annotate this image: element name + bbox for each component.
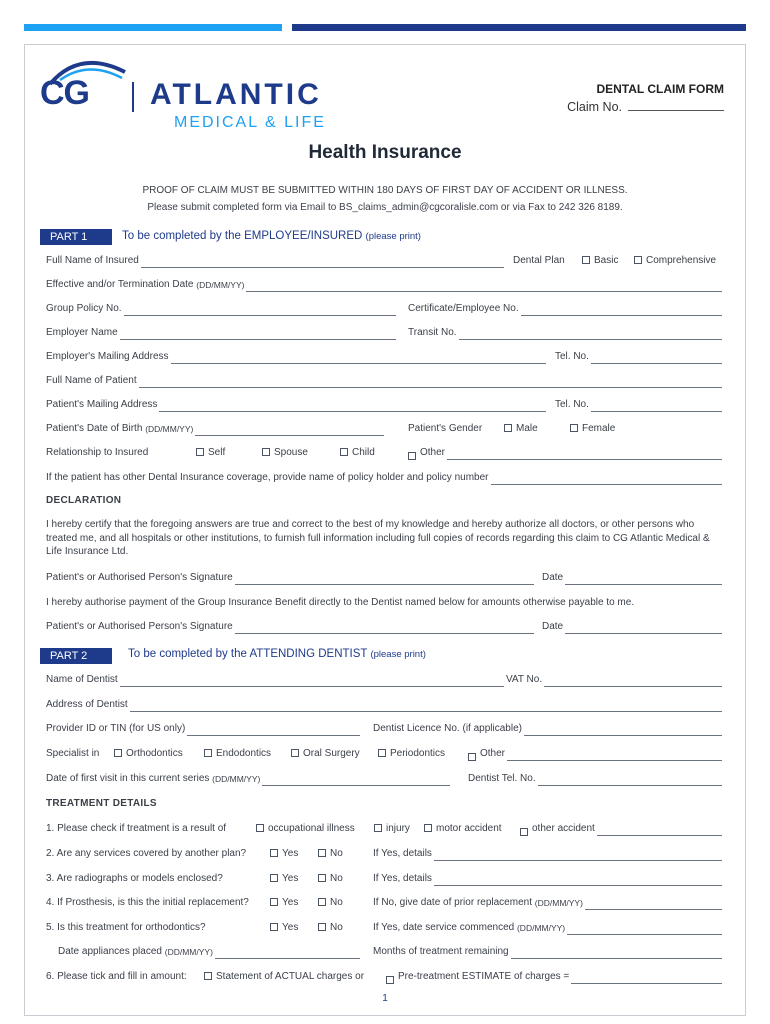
submission-instructions: Please submit completed form via Email to BS_claims_admin@cgcoralisle.com or via Fax to 242 326 8189.	[147, 202, 623, 213]
spec-other-label: Other	[480, 748, 506, 759]
part2-note: (please print)	[370, 649, 426, 660]
employer-address-field[interactable]	[46, 350, 546, 364]
logo-monogram: CG	[40, 74, 89, 112]
q3-details-label: If Yes, details	[373, 873, 432, 884]
relationship-row	[46, 446, 722, 462]
gender-male-label: Male	[516, 423, 538, 434]
gender-male-checkbox[interactable]	[504, 424, 512, 432]
patient-dob-format: (DD/MM/YY)	[145, 424, 194, 434]
signature-date-label-1: Date	[542, 572, 564, 583]
q3-no-label: No	[330, 873, 343, 884]
dentist-tel-field[interactable]	[468, 772, 722, 786]
claim-number-field[interactable]	[567, 100, 724, 114]
spec-other-field[interactable]	[468, 747, 722, 761]
patient-dob-label: Patient's Date of Birth	[46, 423, 143, 434]
first-visit-format: (DD/MM/YY)	[212, 774, 261, 784]
q4-prior-date-field[interactable]	[373, 896, 722, 910]
q3-row	[46, 872, 722, 888]
q6-actual-label: Statement of ACTUAL charges or	[216, 971, 365, 982]
spec-periodontics-checkbox[interactable]	[378, 749, 386, 757]
q4-label: 4. If Prosthesis, is this the initial replacement?	[46, 897, 249, 908]
declaration-heading-row	[46, 494, 722, 510]
specialist-row	[46, 747, 722, 763]
form-header	[567, 82, 724, 114]
claim-label: Claim No.	[567, 100, 622, 114]
employer-tel-field[interactable]	[555, 350, 722, 364]
q1-motor-checkbox[interactable]	[424, 824, 432, 832]
dentist-address-label: Address of Dentist	[46, 699, 128, 710]
provider-field[interactable]	[46, 722, 360, 736]
patient-address-field[interactable]	[46, 398, 546, 412]
spec-oral-surgery-checkbox[interactable]	[291, 749, 299, 757]
q2-no-label: No	[330, 848, 343, 859]
group-policy-field[interactable]	[46, 302, 396, 316]
relationship-label: Relationship to Insured	[46, 447, 149, 458]
patient-name-row	[46, 374, 722, 390]
patient-address-row	[46, 398, 722, 414]
q5-yes-label: Yes	[282, 922, 299, 933]
signature-date-label-2: Date	[542, 621, 564, 632]
gender-female-label: Female	[582, 423, 616, 434]
q5-commenced-field[interactable]	[373, 921, 722, 935]
licence-field[interactable]	[373, 722, 722, 736]
relation-spouse-option[interactable]	[262, 446, 308, 460]
gender-female-option[interactable]	[570, 422, 615, 436]
spec-periodontics-option[interactable]	[378, 747, 445, 761]
group-policy-label: Group Policy No.	[46, 303, 122, 314]
submission-deadline-notice: PROOF OF CLAIM MUST BE SUBMITTED WITHIN 180 DAYS OF FIRST DAY OF ACCIDENT OR ILLNESS.	[142, 185, 628, 196]
effective-date-format: (DD/MM/YY)	[196, 280, 245, 290]
authorise-text: I hereby authorise payment of the Group Insurance Benefit directly to the Dentist named below for amounts otherwise payable to me.	[46, 597, 635, 608]
logo-brand: ATLANTIC	[150, 78, 322, 111]
treatment-heading: TREATMENT DETAILS	[46, 798, 157, 809]
q4-yes-option[interactable]	[270, 896, 298, 910]
months-field[interactable]	[373, 945, 722, 959]
q2-row	[46, 847, 722, 863]
dentist-name-label: Name of Dentist	[46, 674, 118, 685]
signature-row-1	[46, 571, 722, 587]
q1-injury-option[interactable]	[374, 822, 410, 836]
part1-heading-text: To be completed by the EMPLOYEE/INSURED	[122, 230, 363, 242]
signature-field-2[interactable]	[46, 620, 534, 634]
q4-row	[46, 896, 722, 912]
insured-name-field[interactable]	[46, 254, 504, 268]
signature-date-field-2[interactable]	[542, 620, 722, 634]
q2-yes-option[interactable]	[270, 847, 298, 861]
q1-occupational-checkbox[interactable]	[256, 824, 264, 832]
dentist-name-field[interactable]	[46, 673, 504, 687]
plan-basic-checkbox[interactable]	[582, 256, 590, 264]
q5-commenced-label: If Yes, date service commenced	[373, 922, 515, 933]
form-title: DENTAL CLAIM FORM	[596, 82, 724, 96]
part1-note: (please print)	[365, 231, 421, 242]
provider-row	[46, 722, 722, 738]
page-title: Health Insurance	[308, 142, 462, 163]
q2-details-field[interactable]	[373, 847, 722, 861]
spec-orthodontics-label: Orthodontics	[126, 748, 183, 759]
q1-other-label: other accident	[532, 823, 595, 834]
signature-label-2: Patient's or Authorised Person's Signature	[46, 621, 233, 632]
part1-tag: PART 1	[40, 229, 112, 245]
dentist-address-field[interactable]	[46, 698, 722, 712]
relation-child-label: Child	[352, 447, 375, 458]
q5-no-option[interactable]	[318, 921, 343, 935]
q6-estimate-field[interactable]	[386, 970, 722, 984]
signature-row-2	[46, 620, 722, 636]
spec-oral-surgery-option[interactable]	[291, 747, 360, 761]
page-number: 1	[382, 993, 388, 1004]
q5-label: 5. Is this treatment for orthodontics?	[46, 922, 206, 933]
signature-date-field-1[interactable]	[542, 571, 722, 585]
q6-row	[46, 970, 722, 986]
vat-field[interactable]	[506, 673, 722, 687]
part2-heading-text: To be completed by the ATTENDING DENTIST	[128, 648, 368, 660]
q3-no-checkbox[interactable]	[318, 874, 326, 882]
spec-endodontics-checkbox[interactable]	[204, 749, 212, 757]
q4-no-label: No	[330, 897, 343, 908]
dentist-tel-label: Dentist Tel. No.	[468, 773, 536, 784]
patient-dob-row	[46, 422, 722, 438]
part2-tag: PART 2	[40, 648, 112, 664]
other-insurance-label: If the patient has other Dental Insurance coverage, provide name of policy holder and policy number	[46, 472, 489, 483]
logo-divider	[132, 82, 134, 112]
licence-label: Dentist Licence No. (if applicable)	[373, 723, 522, 734]
plan-comprehensive-option[interactable]	[634, 254, 716, 268]
effective-date-row	[46, 278, 722, 294]
q3-yes-checkbox[interactable]	[270, 874, 278, 882]
spec-other-checkbox[interactable]	[468, 753, 476, 761]
q1-injury-label: injury	[386, 823, 410, 834]
plan-basic-label: Basic	[594, 255, 619, 266]
declaration-heading: DECLARATION	[46, 495, 122, 506]
top-bar-navy	[292, 24, 746, 31]
q1-label: 1. Please check if treatment is a result of	[46, 823, 227, 834]
q1-other-checkbox[interactable]	[520, 828, 528, 836]
q3-label: 3. Are radiographs or models enclosed?	[46, 873, 223, 884]
q2-yes-label: Yes	[282, 848, 299, 859]
q2-no-option[interactable]	[318, 847, 343, 861]
q4-date-format: (DD/MM/YY)	[534, 898, 583, 908]
certificate-label: Certificate/Employee No.	[408, 303, 519, 314]
plan-comprehensive-label: Comprehensive	[646, 255, 717, 266]
q5-date-format: (DD/MM/YY)	[516, 923, 566, 933]
q6-label: 6. Please tick and fill in amount:	[46, 971, 187, 982]
claim-number-line[interactable]	[628, 100, 724, 111]
employer-address-label: Employer's Mailing Address	[46, 351, 169, 362]
appliances-row	[46, 945, 722, 961]
spec-oral-surgery-label: Oral Surgery	[303, 748, 360, 759]
q6-actual-checkbox[interactable]	[204, 972, 212, 980]
patient-name-field[interactable]	[46, 374, 722, 388]
relation-spouse-checkbox[interactable]	[262, 448, 270, 456]
relation-spouse-label: Spouse	[274, 447, 308, 458]
q4-no-option[interactable]	[318, 896, 343, 910]
q6-estimate-label: Pre-treatment ESTIMATE of charges =	[398, 971, 570, 982]
patient-name-label: Full Name of Patient	[46, 375, 137, 386]
q5-no-label: No	[330, 922, 343, 933]
plan-basic-option[interactable]	[582, 254, 618, 268]
other-insurance-row	[46, 471, 722, 487]
q3-details-field[interactable]	[373, 872, 722, 886]
insured-name-label: Full Name of Insured	[46, 255, 139, 266]
group-policy-row	[46, 302, 722, 318]
q1-occupational-label: occupational illness	[268, 823, 355, 834]
relation-other-field[interactable]	[408, 446, 722, 460]
patient-gender-label: Patient's Gender	[408, 423, 483, 434]
q1-other-field[interactable]	[520, 822, 722, 836]
q4-prior-date-label: If No, give date of prior replacement	[373, 897, 532, 908]
q6-actual-option[interactable]	[204, 970, 364, 984]
q1-occupational-option[interactable]	[256, 822, 355, 836]
spec-endodontics-label: Endodontics	[216, 748, 272, 759]
q2-details-label: If Yes, details	[373, 848, 432, 859]
q6-estimate-checkbox[interactable]	[386, 976, 394, 984]
first-visit-field[interactable]	[46, 772, 450, 786]
spec-orthodontics-checkbox[interactable]	[114, 749, 122, 757]
q5-no-checkbox[interactable]	[318, 923, 326, 931]
spec-orthodontics-option[interactable]	[114, 747, 183, 761]
appliances-field[interactable]	[58, 945, 360, 959]
q5-yes-checkbox[interactable]	[270, 923, 278, 931]
relation-self-label: Self	[208, 447, 226, 458]
spec-periodontics-label: Periodontics	[390, 748, 446, 759]
signature-field-1[interactable]	[46, 571, 534, 585]
company-logo	[40, 54, 360, 134]
q2-label: 2. Are any services covered by another plan?	[46, 848, 247, 859]
employer-name-label: Employer Name	[46, 327, 118, 338]
patient-dob-field[interactable]	[46, 422, 384, 436]
relation-other-checkbox[interactable]	[408, 452, 416, 460]
certificate-field[interactable]	[408, 302, 722, 316]
signature-label-1: Patient's or Authorised Person's Signature	[46, 572, 233, 583]
employer-name-row	[46, 326, 722, 342]
transit-label: Transit No.	[408, 327, 457, 338]
vat-label: VAT No.	[506, 674, 543, 685]
top-bar-accent	[24, 24, 282, 31]
patient-tel-field[interactable]	[555, 398, 722, 412]
q3-no-option[interactable]	[318, 872, 343, 886]
declaration-text: I hereby certify that the foregoing answers are true and correct to the best of my knowledge and hereby authorize all doctors, or other persons who treated me, and all hospitals or other institutions, to furnish full information including full copies of records regarding this claim to CG Atlantic Medical & Life Insurance Ltd.	[46, 519, 710, 557]
q4-no-checkbox[interactable]	[318, 898, 326, 906]
transit-field[interactable]	[408, 326, 722, 340]
employer-name-field[interactable]	[46, 326, 396, 340]
treatment-heading-row	[46, 797, 722, 813]
first-visit-row	[46, 772, 722, 788]
relation-child-checkbox[interactable]	[340, 448, 348, 456]
q4-yes-checkbox[interactable]	[270, 898, 278, 906]
q1-row	[46, 822, 722, 838]
q2-no-checkbox[interactable]	[318, 849, 326, 857]
part2-heading	[128, 648, 426, 660]
provider-label: Provider ID or TIN (for US only)	[46, 723, 186, 734]
relation-self-checkbox[interactable]	[196, 448, 204, 456]
relation-other-label: Other	[420, 447, 446, 458]
patient-address-label: Patient's Mailing Address	[46, 399, 158, 410]
q5-row	[46, 921, 722, 937]
dental-plan-label: Dental Plan	[513, 255, 565, 266]
plan-comprehensive-checkbox[interactable]	[634, 256, 642, 264]
q3-yes-label: Yes	[282, 873, 299, 884]
relation-child-option[interactable]	[340, 446, 375, 460]
q5-yes-option[interactable]	[270, 921, 298, 935]
effective-date-field[interactable]	[46, 278, 722, 292]
other-insurance-field[interactable]	[46, 471, 722, 485]
logo-subtitle: MEDICAL & LIFE	[174, 114, 326, 131]
insured-name-row	[46, 254, 722, 270]
dentist-name-row	[46, 673, 722, 689]
appliances-label: Date appliances placed	[58, 946, 162, 957]
first-visit-label: Date of first visit in this current series	[46, 773, 210, 784]
patient-tel-label: Tel. No.	[555, 399, 589, 410]
gender-female-checkbox[interactable]	[570, 424, 578, 432]
spec-endodontics-option[interactable]	[204, 747, 271, 761]
employer-address-row	[46, 350, 722, 366]
q1-motor-option[interactable]	[424, 822, 502, 836]
effective-date-label: Effective and/or Termination Date	[46, 279, 194, 290]
appliances-format: (DD/MM/YY)	[164, 947, 213, 957]
relation-self-option[interactable]	[196, 446, 225, 460]
part1-heading	[122, 230, 421, 242]
employer-tel-label: Tel. No.	[555, 351, 589, 362]
dentist-address-row	[46, 698, 722, 714]
authorise-row	[46, 596, 722, 612]
specialist-label: Specialist in	[46, 748, 100, 759]
q1-injury-checkbox[interactable]	[374, 824, 382, 832]
q2-yes-checkbox[interactable]	[270, 849, 278, 857]
gender-male-option[interactable]	[504, 422, 538, 436]
months-label: Months of treatment remaining	[373, 946, 509, 957]
q1-motor-label: motor accident	[436, 823, 502, 834]
q3-yes-option[interactable]	[270, 872, 298, 886]
q4-yes-label: Yes	[282, 897, 299, 908]
